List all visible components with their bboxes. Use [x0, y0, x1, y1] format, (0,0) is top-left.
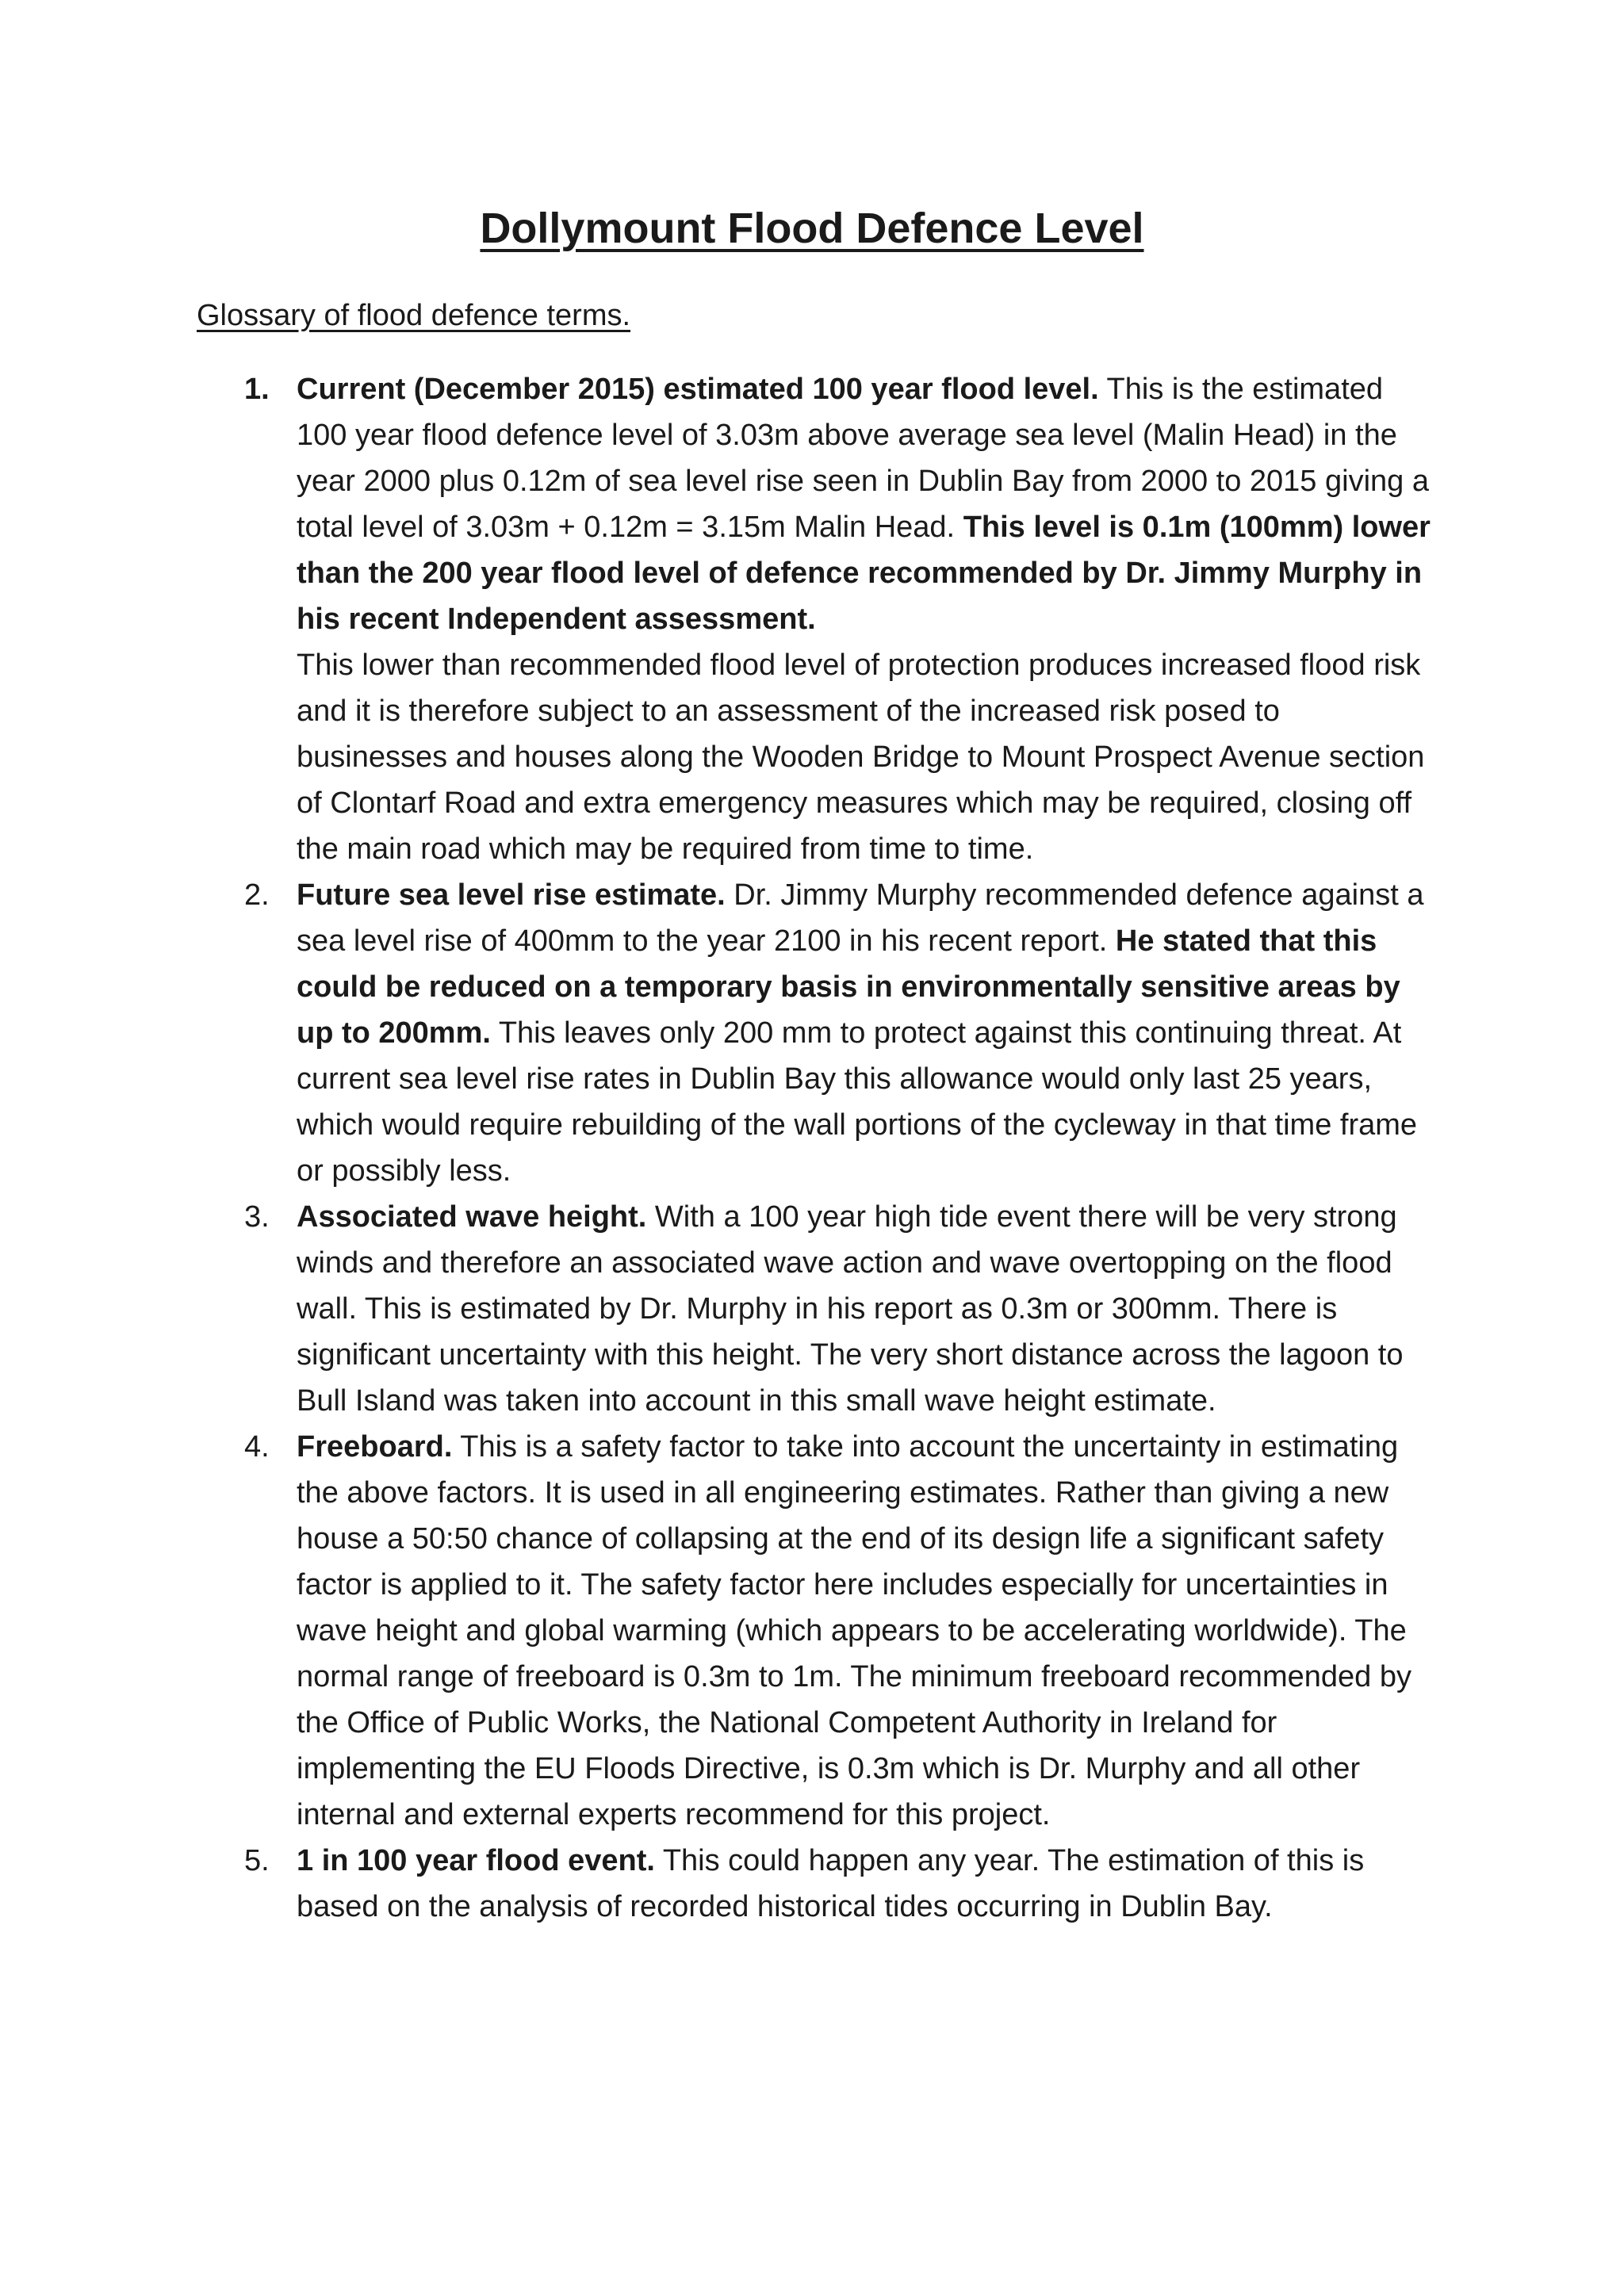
glossary-entry-sea-level-rise [197, 872, 1434, 1194]
entry-paragraph [297, 366, 1434, 642]
entry-number: 4. [244, 1430, 270, 1464]
entry-text: Dr. Jimmy Murphy recommended defence against a sea level rise of 400mm to the year 2100 in his recent report. [297, 878, 1424, 958]
glossary-entry-flood-event [197, 1838, 1434, 1930]
glossary-list [197, 366, 1434, 1930]
entry-paragraph [297, 1424, 1434, 1838]
entry-paragraph [297, 1194, 1434, 1424]
entry-number: 2. [244, 878, 270, 912]
entry-text: With a 100 year high tide event there will be very strong winds and therefore an associated wave action and wave overtopping on the flood wall. This is estimated by Dr. Murphy in his report as 0.3m or 300mm. There is significant uncertainty with this height. The very short distance across the lagoon to Bull Island was taken into account in this small wave height estimate. [297, 1200, 1404, 1418]
entry-paragraph-2: This lower than recommended flood level of protection produces increased flood risk and it is therefore subject to an assessment of the increased risk posed to businesses and houses along the Wooden Bridge to Mount Prospect Avenue section of Clontarf Road and extra emergency measures which may be required, closing off the main road which may be required from time to time. [297, 649, 1425, 866]
entry-number: 1. [244, 373, 270, 406]
entry-term: Current (December 2015) estimated 100 year flood level. [297, 373, 1099, 406]
entry-text-2: This leaves only 200 mm to protect against this continuing threat. At current sea level rise rates in Dublin Bay this allowance would only last 25 years, which would require rebuilding of the wall portions of the cycleway in that time frame or possibly less. [297, 1016, 1418, 1188]
entry-number: 5. [244, 1844, 270, 1877]
glossary-heading: Glossary of flood defence terms. [197, 299, 631, 332]
page-title: Dollymount Flood Defence Level [480, 205, 1144, 252]
entry-paragraph [297, 1838, 1434, 1930]
entry-number: 3. [244, 1200, 270, 1234]
entry-term: Freeboard. [297, 1430, 453, 1464]
glossary-entry-wave-height [197, 1194, 1434, 1424]
entry-paragraph [297, 872, 1434, 1194]
glossary-entry-freeboard [197, 1424, 1434, 1838]
glossary-entry-current-flood-level [197, 366, 1434, 872]
entry-bold-text: He stated that this could be reduced on a temporary basis in environmentally sensitive areas by up to 200mm. [297, 924, 1400, 1050]
entry-text: This is the estimated 100 year flood defence level of 3.03m above average sea level (Malin Head) in the year 2000 plus 0.12m of sea level rise seen in Dublin Bay from 2000 to 2015 giving a total level of 3.03m + 0.12m = 3.15m Malin Head. [297, 373, 1429, 544]
entry-text: This could happen any year. The estimation of this is based on the analysis of recorded historical tides occurring in Dublin Bay. [297, 1844, 1365, 1923]
entry-text: This is a safety factor to take into account the uncertainty in estimating the above factors. It is used in all engineering estimates. Rather than giving a new house a 50:50 chance of collapsing at the end of its design life a significant safety factor is applied to it. The safety factor here includes especially for uncertainties in wave height and global warming (which appears to be accelerating worldwide). The normal range of freeboard is 0.3m to 1m. The minimum freeboard recommended by the Office of Public Works, the National Competent Authority in Ireland for implementing the EU Floods Directive, is 0.3m which is Dr. Murphy and all other internal and external experts recommend for this project. [297, 1430, 1411, 1831]
entry-term: Future sea level rise estimate. [297, 878, 726, 912]
entry-bold-text: This level is 0.1m (100mm) lower than the 200 year flood level of defence recommended by Dr. Jimmy Murphy in his recent Independent assessment. [297, 511, 1431, 636]
entry-term: Associated wave height. [297, 1200, 647, 1234]
entry-term: 1 in 100 year flood event. [297, 1844, 655, 1877]
